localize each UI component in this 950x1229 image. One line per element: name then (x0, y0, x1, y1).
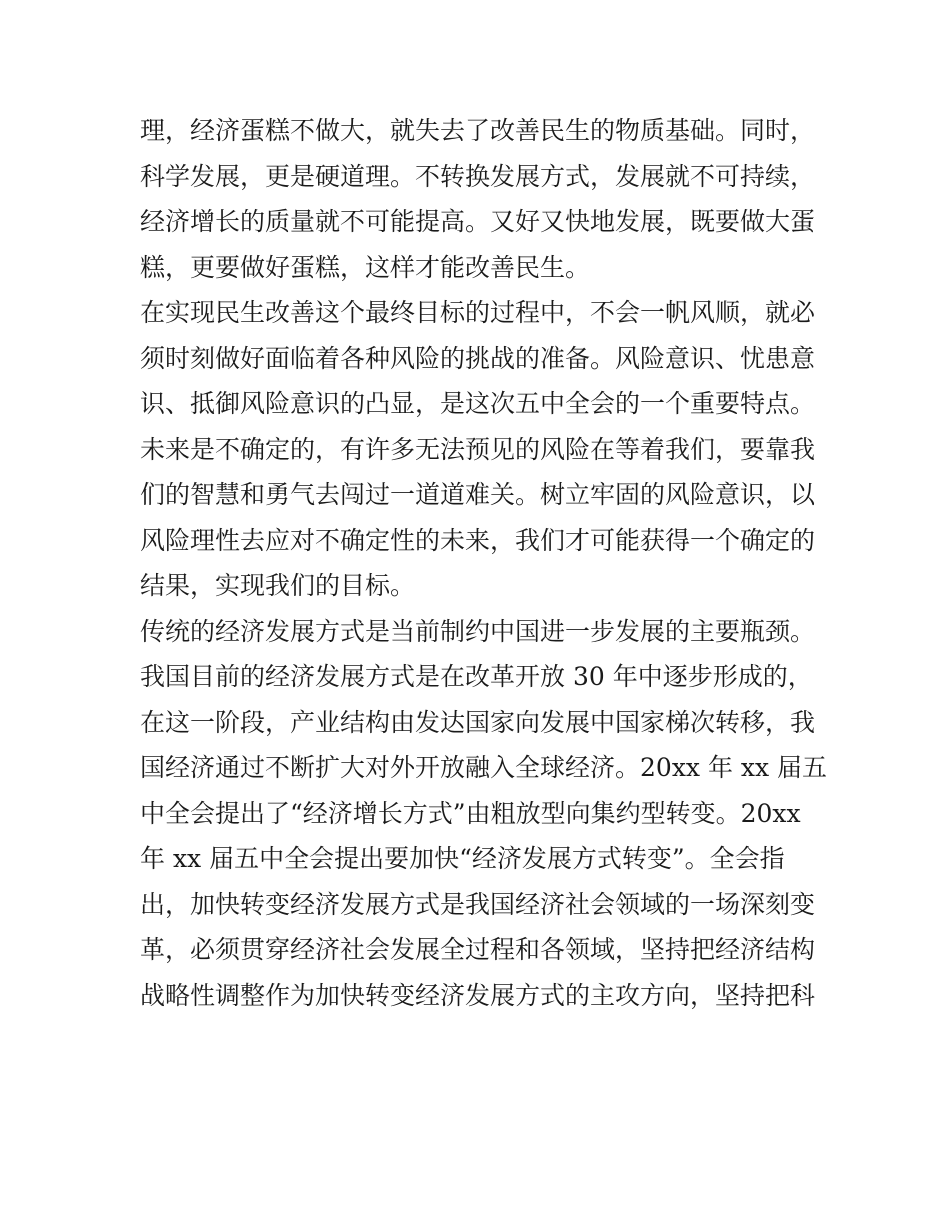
text-line: 识、抵御风险意识的凸显，是这次五中全会的一个重要特点。 (140, 389, 816, 418)
text-line: 出，加快转变经济发展方式是我国经济社会领域的一场深刻变 (140, 889, 816, 919)
text-line: 国经济通过不断扩大对外开放融入全球经济。20xx 年 xx 届五 (140, 753, 828, 782)
text-line: 结果，实现我们的目标。 (140, 571, 416, 600)
text-line: 理，经济蛋糕不做大，就失去了改善民生的物质基础。同时， (140, 116, 816, 145)
text-line: 未来是不确定的，有许多无法预见的风险在等着我们，要靠我 (140, 434, 816, 464)
text-line: 糕，更要做好蛋糕，这样才能改善民生。 (140, 252, 591, 282)
text-line: 传统的经济发展方式是当前制约中国进一步发展的主要瓶颈。 (140, 616, 816, 646)
text-line: 经济增长的质量就不可能提高。又好又快地发展，既要做大蛋 (140, 207, 816, 236)
text-line: 们的智慧和勇气去闯过一道道难关。树立牢固的风险意识，以 (140, 480, 816, 509)
text-line: 中全会提出了“经济增长方式”由粗放型向集约型转变。20xx (140, 798, 801, 828)
text-line: 年 xx 届五中全会提出要加快“经济发展方式转变”。全会指 (140, 844, 785, 873)
text-line: 风险理性去应对不确定性的未来，我们才可能获得一个确定的 (140, 525, 816, 555)
text-line: 战略性调整作为加快转变经济发展方式的主攻方向，坚持把科 (140, 980, 816, 1010)
text-line: 须时刻做好面临着各种风险的挑战的准备。风险意识、忧患意 (140, 343, 816, 373)
text-line: 在实现民生改善这个最终目标的过程中，不会一帆风顺，就必 (140, 298, 816, 327)
body-text (140, 108, 828, 1018)
text-line: 在这一阶段，产业结构由发达国家向发展中国家梯次转移，我 (140, 707, 816, 737)
text-line: 我国目前的经济发展方式是在改革开放 30 年中逐步形成的， (140, 662, 813, 691)
text-line: 科学发展，更是硬道理。不转换发展方式，发展就不可持续， (140, 161, 816, 191)
text-line: 革，必须贯穿经济社会发展全过程和各领域，坚持把经济结构 (140, 935, 816, 964)
